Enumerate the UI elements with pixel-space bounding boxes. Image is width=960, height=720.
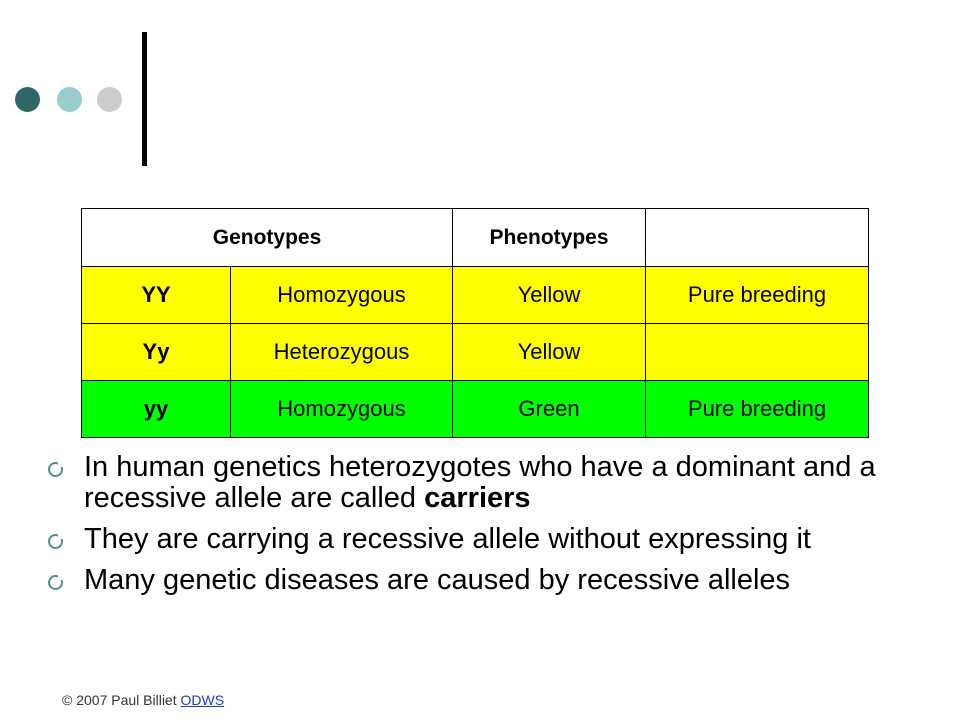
phenotype-cell: Yellow (453, 324, 646, 381)
genotype-cell: yy (82, 381, 231, 438)
bullet-carriers (48, 452, 928, 514)
ring-bullet-icon (48, 534, 63, 549)
grey-dot (97, 87, 122, 112)
note-cell: Pure breeding (646, 267, 869, 324)
table-row (82, 324, 869, 381)
bullet-text: Many genetic diseases are caused by recessive alleles (84, 564, 791, 596)
vertical-rule (142, 32, 147, 166)
bullet-list (48, 452, 928, 606)
ring-bullet-icon (48, 575, 63, 590)
header-empty (646, 209, 869, 267)
carriers-term: carriers (424, 482, 531, 514)
zygosity-cell: Heterozygous (231, 324, 453, 381)
genotype-cell: Yy (82, 324, 231, 381)
phenotype-cell: Yellow (453, 267, 646, 324)
table-row (82, 267, 869, 324)
footer-credit (62, 692, 224, 708)
note-cell: Pure breeding (646, 381, 869, 438)
genotype-cell: YY (82, 267, 231, 324)
bullet-diseases (48, 565, 928, 596)
bullet-text: In human genetics heterozygotes who have a dominant and a recessive allele are called (84, 451, 876, 514)
phenotype-cell: Green (453, 381, 646, 438)
ring-bullet-icon (48, 462, 63, 477)
zygosity-cell: Homozygous (231, 267, 453, 324)
copyright-text: © 2007 Paul Billiet (62, 692, 181, 708)
dark-teal-dot (15, 87, 40, 112)
light-teal-dot (57, 87, 82, 112)
table-row (82, 381, 869, 438)
genotype-table (81, 208, 869, 438)
odws-link[interactable]: ODWS (180, 692, 225, 708)
header-phenotypes: Phenotypes (453, 209, 646, 267)
bullet-carrying (48, 524, 928, 555)
header-genotypes: Genotypes (82, 209, 453, 267)
bullet-text: They are carrying a recessive allele without expressing it (84, 523, 811, 555)
note-cell (646, 324, 869, 381)
zygosity-cell: Homozygous (231, 381, 453, 438)
table-header-row (82, 209, 869, 267)
